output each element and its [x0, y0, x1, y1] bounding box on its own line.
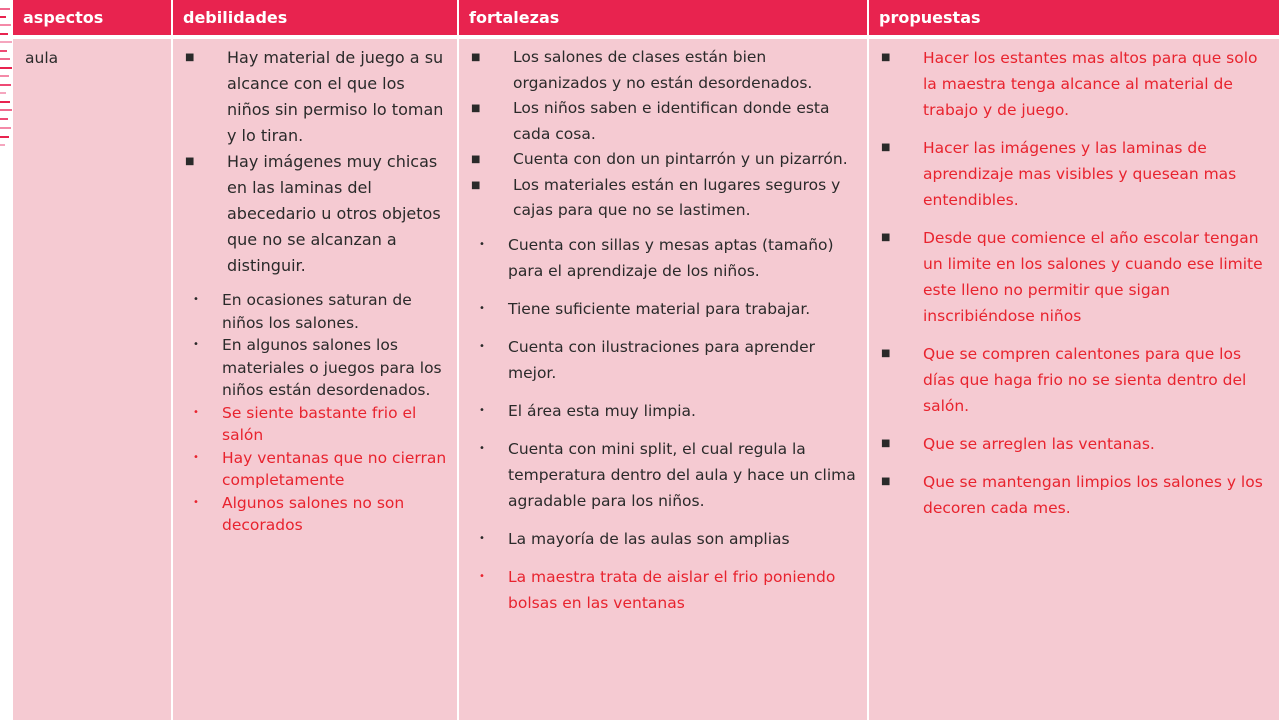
debilidades-list-b	[183, 289, 447, 537]
propuestas-list	[879, 45, 1269, 521]
list-item: ■ Que se compren calentones para que los días que haga frio no se sienta dentro del salón.	[879, 341, 1269, 419]
list-item: ■ Desde que comience el año escolar tengan un limite en los salones y cuando ese limite este lleno no permitir que sigan inscribiéndose niños	[879, 225, 1269, 329]
debilidades-list-a	[183, 45, 447, 279]
square-bullet-icon: ■	[881, 142, 891, 153]
list-item: • Cuenta con sillas y mesas aptas (tamaño) para el aprendizaje de los niños.	[469, 232, 857, 284]
dot-bullet-icon: •	[479, 238, 485, 250]
list-item: ■ Que se mantengan limpios los salones y los decoren cada mes.	[879, 469, 1269, 521]
square-bullet-icon: ■	[471, 52, 481, 63]
header-fortalezas: fortalezas	[458, 0, 868, 37]
dot-bullet-icon: •	[193, 406, 199, 418]
cell-debilidades	[172, 37, 458, 720]
square-bullet-icon: ■	[471, 154, 481, 165]
list-item: ■ Hay imágenes muy chicas en las laminas del abecedario u otros objetos que no se alcanzan a distinguir.	[183, 149, 447, 279]
list-item: • En algunos salones los materiales o juegos para los niños están desordenados.	[193, 336, 442, 399]
list-item: • En ocasiones saturan de niños los salones.	[193, 291, 412, 332]
list-item: • Cuenta con ilustraciones para aprender mejor.	[469, 334, 857, 386]
dot-bullet-icon: •	[193, 451, 199, 463]
list-item: ■ Que se arreglen las ventanas.	[879, 431, 1269, 457]
square-bullet-icon: ■	[471, 103, 481, 114]
dot-bullet-icon: •	[193, 294, 199, 305]
table-row	[13, 37, 1280, 720]
dot-bullet-icon: •	[479, 404, 485, 416]
square-bullet-icon: ■	[881, 476, 891, 487]
square-bullet-icon: ■	[881, 348, 891, 359]
list-item: • Se siente bastante frio el salón	[193, 403, 417, 444]
list-item: • Algunos salones no son decorados	[193, 493, 405, 534]
square-bullet-icon: ■	[881, 52, 891, 63]
header-propuestas: propuestas	[868, 0, 1280, 37]
dot-bullet-icon: •	[479, 442, 485, 454]
list-item: ■ Hay material de juego a su alcance con el que los niños sin permiso lo toman y lo tiran.	[183, 45, 447, 149]
dot-bullet-icon: •	[193, 339, 199, 350]
analysis-table	[13, 0, 1280, 720]
cell-propuestas	[868, 37, 1280, 720]
header-aspectos: aspectos	[13, 0, 172, 37]
dot-bullet-icon: •	[479, 570, 485, 582]
fortalezas-list-b	[469, 232, 857, 616]
square-bullet-icon: ■	[185, 52, 195, 63]
list-item: ■ Hacer los estantes mas altos para que solo la maestra tenga alcance al material de trabajo y de juego.	[879, 45, 1269, 123]
fortalezas-list-a	[469, 45, 857, 224]
square-bullet-icon: ■	[185, 156, 195, 167]
dot-bullet-icon: •	[193, 496, 199, 508]
list-item: • Tiene suficiente material para trabajar.	[469, 296, 857, 322]
decorative-streaks	[0, 0, 12, 150]
list-item: ■ Los salones de clases están bien organizados y no están desordenados.	[469, 45, 857, 96]
list-item: • El área esta muy limpia.	[469, 398, 857, 424]
list-item: ■ Los materiales están en lugares seguros y cajas para que no se lastimen.	[469, 173, 857, 224]
header-debilidades: debilidades	[172, 0, 458, 37]
aspect-label: aula	[25, 49, 59, 67]
list-item: • La maestra trata de aislar el frio poniendo bolsas en las ventanas	[469, 564, 857, 616]
list-item: ■ Los niños saben e identifican donde esta cada cosa.	[469, 96, 857, 147]
list-item: • La mayoría de las aulas son amplias	[469, 526, 857, 552]
square-bullet-icon: ■	[881, 232, 891, 243]
list-item: • Hay ventanas que no cierran completamente	[193, 448, 447, 489]
list-item: ■ Cuenta con don un pintarrón y un pizarrón.	[469, 147, 857, 173]
square-bullet-icon: ■	[471, 179, 481, 191]
dot-bullet-icon: •	[479, 340, 485, 352]
cell-fortalezas	[458, 37, 868, 720]
dot-bullet-icon: •	[479, 532, 485, 544]
header-row	[13, 0, 1280, 37]
square-bullet-icon: ■	[881, 438, 891, 449]
list-item: ■ Hacer las imágenes y las laminas de aprendizaje mas visibles y quesean mas entendibles.	[879, 135, 1269, 213]
list-item: • Cuenta con mini split, el cual regula la temperatura dentro del aula y hace un clima agradable para los niños.	[469, 436, 857, 514]
dot-bullet-icon: •	[479, 302, 485, 314]
cell-aspect	[13, 37, 172, 720]
